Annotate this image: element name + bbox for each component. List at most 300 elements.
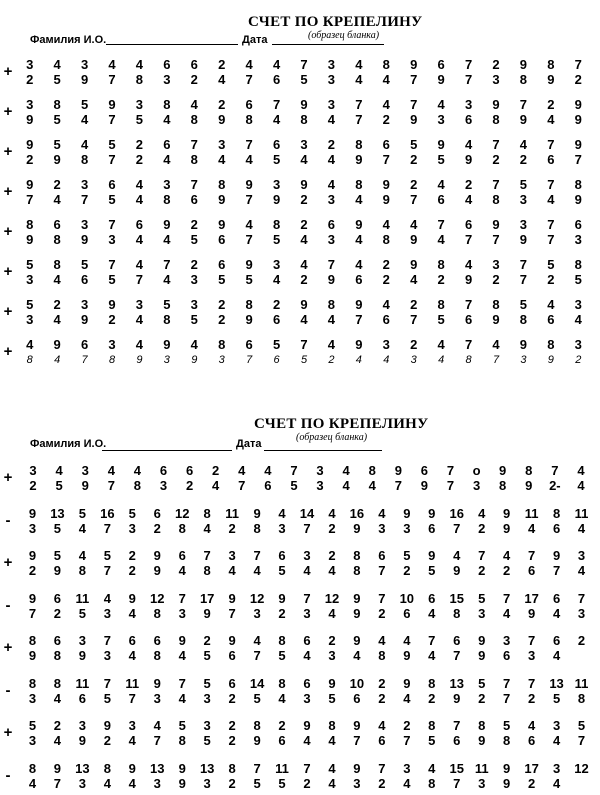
top-digit: 4 — [238, 463, 246, 478]
top-digit: 3 — [190, 297, 198, 312]
top-digit: 8 — [437, 297, 445, 312]
bottom-digit: 8 — [153, 648, 161, 663]
top-digit: 13 — [50, 505, 65, 521]
bottom-digit: 6 — [272, 72, 281, 87]
bottom-digit: 3 — [153, 775, 161, 791]
top-digit: 5 — [108, 137, 116, 152]
bottom-digit: 8 — [26, 354, 33, 366]
bottom-digit: 4 — [53, 690, 62, 706]
top-digit: 2 — [577, 633, 586, 648]
top-digit: 3 — [382, 337, 390, 352]
top-digit: 4 — [53, 57, 61, 72]
top-digit: 17 — [524, 760, 539, 776]
bottom-digit: 4 — [577, 563, 586, 578]
top-digit: 9 — [300, 97, 308, 112]
bottom-digit: 7 — [453, 520, 461, 536]
bottom-digit: 2 — [503, 563, 511, 578]
bottom-digit: 6 — [464, 112, 473, 127]
top-digit: 9 — [519, 57, 528, 72]
bottom-digit: 2 — [185, 478, 194, 493]
top-digit: 6 — [278, 548, 286, 563]
bottom-digit: 4 — [300, 232, 308, 247]
top-digit: 4 — [378, 505, 386, 521]
top-digit: 8 — [437, 257, 445, 272]
bottom-digit: 8 — [190, 112, 198, 127]
bottom-digit: 2 — [228, 733, 236, 748]
bottom-digit: 7 — [228, 605, 236, 621]
bottom-digit: 8 — [80, 152, 89, 167]
bottom-digit: 9 — [547, 354, 554, 366]
bottom-digit: 5 — [253, 775, 261, 791]
top-digit: 4 — [190, 337, 198, 352]
top-digit: 9 — [353, 590, 361, 606]
top-digit: 9 — [28, 505, 37, 521]
bottom-digit: 2 — [492, 272, 500, 287]
top-digit: 3 — [577, 548, 586, 563]
top-digit: 7 — [190, 137, 198, 152]
top-digit: 2 — [190, 257, 198, 272]
top-digit: 9 — [492, 97, 500, 112]
bottom-digit: 9 — [464, 272, 473, 287]
top-digit: 3 — [80, 297, 89, 312]
bottom-digit: 7 — [245, 232, 253, 247]
top-digit: 8 — [253, 718, 261, 733]
top-digit: 9 — [403, 675, 411, 691]
top-digit: 4 — [478, 505, 486, 521]
top-digit: 4 — [428, 760, 436, 776]
top-digit: 7 — [464, 297, 473, 312]
bottom-digit: 2 — [403, 563, 411, 578]
top-digit: 9 — [353, 760, 361, 776]
bottom-digit: 5 — [278, 648, 286, 663]
bottom-digit: 7 — [464, 72, 473, 87]
top-digit: 6 — [53, 633, 62, 648]
bottom-digit: 4 — [327, 112, 336, 127]
bottom-digit: 9 — [519, 232, 528, 247]
operation-sign: - — [5, 511, 11, 529]
top-digit: 4 — [355, 57, 363, 72]
operation-sign: + — [3, 263, 13, 280]
bottom-digit: 2 — [228, 520, 236, 536]
bottom-digit: 3 — [378, 520, 386, 536]
bottom-digit: 7 — [103, 563, 111, 578]
top-digit: 3 — [26, 97, 34, 112]
bottom-digit: 9 — [478, 733, 486, 748]
operation-sign: + — [3, 639, 13, 656]
top-digit: 6 — [190, 57, 198, 72]
top-digit: 9 — [499, 463, 507, 478]
top-digit: 4 — [403, 633, 411, 648]
bottom-digit: 6 — [228, 648, 236, 663]
top-digit: 4 — [107, 463, 115, 478]
top-digit: 15 — [449, 590, 464, 606]
top-digit: 9 — [108, 297, 116, 312]
top-digit: 3 — [403, 760, 411, 776]
bottom-digit: 3 — [78, 775, 86, 791]
bottom-digit: 3 — [203, 690, 211, 706]
bottom-digit: 4 — [228, 563, 236, 578]
operation-sign: + — [3, 469, 13, 486]
top-digit: 9 — [163, 217, 171, 232]
bottom-digit: 9 — [28, 648, 37, 663]
top-digit: 4 — [135, 177, 144, 192]
bottom-digit: 7 — [245, 72, 253, 87]
top-digit: 4 — [103, 590, 111, 606]
top-digit: 7 — [272, 97, 281, 112]
top-digit: 11 — [75, 590, 90, 606]
top-digit: 7 — [378, 760, 386, 776]
bottom-digit: 2 — [26, 152, 34, 167]
bottom-digit: 3 — [278, 520, 286, 536]
top-digit: 2 — [218, 297, 226, 312]
top-digit: 6 — [245, 337, 253, 352]
top-digit: 9 — [128, 760, 136, 776]
bottom-digit: 8 — [353, 563, 361, 578]
bottom-digit: 2- — [549, 478, 561, 493]
top-digit: 7 — [464, 57, 473, 72]
top-digit: 5 — [519, 297, 528, 312]
bottom-digit: 4 — [53, 272, 61, 287]
top-digit: 7 — [527, 633, 536, 648]
top-digit: 9 — [300, 177, 308, 192]
top-digit: 3 — [135, 297, 144, 312]
bottom-digit: 9 — [410, 112, 418, 127]
top-digit: 8 — [525, 463, 533, 478]
bottom-digit: 7 — [103, 520, 111, 536]
top-digit: 7 — [492, 177, 500, 192]
bottom-digit: 4 — [403, 690, 411, 706]
top-digit: 9 — [303, 718, 311, 733]
bottom-digit: 4 — [28, 775, 37, 791]
top-digit: 10 — [349, 675, 365, 691]
bottom-digit: 8 — [503, 733, 511, 748]
bottom-digit: 2 — [478, 563, 486, 578]
bottom-digit: 8 — [519, 72, 528, 87]
top-digit: 6 — [382, 137, 390, 152]
bottom-digit: 4 — [428, 648, 436, 663]
top-digit: 5 — [28, 718, 37, 733]
top-digit: 2 — [547, 97, 555, 112]
bottom-digit: 3 — [492, 72, 500, 87]
top-digit: 8 — [28, 760, 37, 776]
bottom-digit: 4 — [103, 775, 111, 791]
bottom-digit: 2 — [527, 775, 536, 791]
top-digit: 6 — [159, 463, 168, 478]
bottom-digit: 4 — [245, 152, 253, 167]
bottom-digit: 5 — [552, 690, 561, 706]
bottom-digit: 4 — [135, 232, 144, 247]
top-digit: 12 — [574, 760, 589, 776]
top-digit: 2 — [190, 217, 198, 232]
bottom-digit: 8 — [163, 192, 171, 207]
bottom-digit: 5 — [278, 775, 286, 791]
bottom-digit: 7 — [394, 478, 402, 493]
form-1 — [0, 0, 600, 395]
top-digit: 6 — [552, 633, 561, 648]
top-digit: 9 — [300, 297, 308, 312]
top-digit: 6 — [464, 217, 473, 232]
top-digit: 9 — [428, 548, 436, 563]
bottom-digit: 5 — [190, 312, 198, 327]
operation-sign: + — [3, 183, 13, 200]
top-digit: 7 — [178, 590, 186, 606]
bottom-digit: 7 — [410, 192, 418, 207]
top-digit: 6 — [53, 217, 61, 232]
top-digit: 3 — [80, 177, 89, 192]
top-digit: 8 — [492, 297, 500, 312]
bottom-digit: 4 — [128, 605, 136, 621]
bottom-digit: 9 — [353, 520, 361, 536]
top-digit: 5 — [26, 257, 34, 272]
bottom-digit: 2 — [53, 605, 62, 621]
bottom-digit: 7 — [108, 152, 116, 167]
bottom-digit: 5 — [190, 232, 198, 247]
top-digit: 4 — [153, 718, 161, 733]
bottom-digit: 3 — [403, 520, 411, 536]
bottom-digit: 9 — [80, 312, 89, 327]
form-subtitle: (образец бланка) — [308, 30, 380, 41]
top-digit: 7 — [190, 177, 198, 192]
top-digit: 4 — [464, 257, 473, 272]
operation-sign: + — [3, 63, 13, 80]
top-digit: о — [472, 463, 481, 478]
top-digit: 4 — [278, 505, 286, 521]
bottom-digit: 5 — [203, 733, 211, 748]
bottom-digit: 6 — [527, 733, 536, 748]
bottom-digit: 7 — [26, 192, 34, 207]
bottom-digit: 6 — [437, 192, 445, 207]
bottom-digit: 6 — [547, 312, 555, 327]
top-digit: 2 — [203, 633, 211, 648]
top-digit: 4 — [382, 217, 390, 232]
bottom-digit: 9 — [191, 354, 198, 366]
top-digit: 4 — [342, 463, 350, 478]
top-digit: 6 — [420, 463, 429, 478]
top-digit: 7 — [519, 97, 528, 112]
top-digit: 12 — [150, 590, 165, 606]
bottom-digit: 5 — [53, 520, 62, 536]
bottom-digit: 3 — [577, 605, 586, 621]
top-digit: 2 — [327, 137, 336, 152]
bottom-digit: 4 — [272, 272, 281, 287]
bottom-digit: 4 — [178, 690, 186, 706]
bottom-digit: 3 — [163, 354, 170, 366]
bottom-digit: 3 — [108, 232, 116, 247]
top-digit: 9 — [28, 548, 37, 563]
top-digit: 6 — [428, 590, 436, 606]
bottom-digit: 3 — [327, 72, 336, 87]
bottom-digit: 7 — [547, 232, 555, 247]
top-digit: 2 — [212, 463, 220, 478]
top-digit: 4 — [410, 217, 418, 232]
top-digit: 3 — [81, 463, 89, 478]
bottom-digit: 8 — [190, 152, 198, 167]
top-digit: 8 — [368, 463, 376, 478]
top-digit: 2 — [328, 548, 336, 563]
form-subtitle: (образец бланка) — [296, 432, 368, 443]
bottom-digit: 9 — [355, 152, 363, 167]
bottom-digit: 4 — [328, 563, 336, 578]
bottom-digit: 2 — [300, 272, 308, 287]
bottom-digit: 2 — [478, 520, 486, 536]
bottom-digit: 2 — [29, 478, 37, 493]
bottom-digit: 4 — [218, 72, 226, 87]
top-digit: 7 — [478, 548, 486, 563]
bottom-digit: 4 — [527, 520, 536, 536]
bottom-digit: 9 — [503, 775, 511, 791]
exercise-grid — [0, 400, 600, 795]
top-digit: 4 — [378, 718, 386, 733]
top-digit: 3 — [29, 463, 37, 478]
bottom-digit: 3 — [327, 232, 336, 247]
bottom-digit: 7 — [446, 478, 455, 493]
top-digit: 2 — [464, 177, 473, 192]
bottom-digit: 2 — [128, 563, 136, 578]
bottom-digit: 7 — [464, 232, 473, 247]
operation-sign: - — [5, 681, 11, 699]
top-digit: 4 — [272, 57, 281, 72]
bottom-digit: 3 — [128, 520, 136, 536]
bottom-digit: 8 — [203, 563, 211, 578]
top-digit: 12 — [324, 590, 340, 606]
top-digit: 7 — [503, 675, 511, 691]
bottom-digit: 9 — [453, 563, 461, 578]
top-digit: 8 — [574, 177, 582, 192]
bottom-digit: 4 — [163, 272, 171, 287]
bottom-digit: 3 — [26, 312, 34, 327]
bottom-digit: 4 — [54, 354, 61, 366]
top-digit: 2 — [403, 718, 411, 733]
bottom-digit: 3 — [163, 72, 171, 87]
bottom-digit: 7 — [107, 478, 115, 493]
bottom-digit: 4 — [403, 775, 411, 791]
top-digit: 4 — [135, 57, 144, 72]
top-digit: 7 — [290, 463, 298, 478]
bottom-digit: 6 — [355, 272, 363, 287]
top-digit: 7 — [108, 217, 116, 232]
bottom-digit: 7 — [303, 520, 311, 536]
bottom-digit: 9 — [26, 112, 34, 127]
top-digit: 5 — [577, 718, 586, 733]
bottom-digit: 3 — [478, 775, 486, 791]
top-digit: 7 — [303, 760, 311, 776]
top-digit: 4 — [503, 548, 511, 563]
bottom-digit: 9 — [53, 563, 62, 578]
top-digit: 5 — [53, 137, 61, 152]
top-digit: 11 — [524, 505, 539, 521]
bottom-digit: 2 — [378, 605, 386, 621]
top-digit: 4 — [26, 337, 34, 352]
bottom-digit: 7 — [355, 112, 363, 127]
top-digit: 8 — [355, 137, 363, 152]
bottom-digit: 2 — [437, 272, 445, 287]
top-digit: 9 — [478, 633, 486, 648]
top-digit: 7 — [378, 590, 386, 606]
bottom-digit: 4 — [328, 733, 336, 748]
bottom-digit: 6 — [464, 312, 473, 327]
bottom-digit: 4 — [382, 72, 390, 87]
top-digit: 8 — [103, 760, 111, 776]
top-digit: 3 — [300, 137, 308, 152]
form-title: СЧЕТ ПО КРЕПЕЛИНУ — [248, 14, 423, 30]
top-digit: 4 — [190, 97, 198, 112]
bottom-digit: 9 — [245, 312, 253, 327]
top-digit: 4 — [327, 177, 336, 192]
top-digit: 4 — [328, 760, 336, 776]
top-digit: 4 — [437, 97, 445, 112]
bottom-digit: 4 — [428, 605, 436, 621]
bottom-digit: 4 — [178, 563, 186, 578]
top-digit: 9 — [26, 137, 34, 152]
bottom-digit: 2 — [574, 72, 582, 87]
bottom-digit: 6 — [264, 478, 272, 493]
bottom-digit: 2 — [26, 72, 34, 87]
top-digit: 7 — [103, 633, 111, 648]
top-digit: 5 — [403, 548, 411, 563]
top-digit: 4 — [527, 718, 536, 733]
top-digit: 6 — [327, 217, 336, 232]
top-digit: 8 — [574, 257, 582, 272]
bottom-digit: 9 — [26, 232, 34, 247]
bottom-digit: 7 — [128, 690, 136, 706]
top-digit: 7 — [551, 463, 559, 478]
bottom-digit: 6 — [80, 272, 89, 287]
top-digit: 11 — [574, 675, 589, 691]
bottom-digit: 7 — [245, 192, 253, 207]
top-digit: 4 — [300, 257, 308, 272]
bottom-digit: 2 — [547, 272, 555, 287]
bottom-digit: 9 — [527, 605, 536, 621]
bottom-digit: 9 — [136, 354, 143, 366]
top-digit: 3 — [163, 177, 171, 192]
top-digit: 4 — [80, 137, 89, 152]
bottom-digit: 7 — [410, 312, 418, 327]
top-digit: 17 — [524, 590, 539, 606]
exercise-grid — [0, 0, 600, 395]
top-digit: 10 — [399, 590, 415, 606]
bottom-digit: 5 — [428, 563, 436, 578]
top-digit: 17 — [199, 590, 215, 606]
top-digit: 9 — [28, 590, 37, 606]
bottom-digit: 4 — [574, 312, 582, 327]
top-digit: 8 — [218, 177, 226, 192]
bottom-digit: 9 — [81, 478, 89, 493]
bottom-digit: 9 — [410, 232, 418, 247]
top-digit: 7 — [300, 337, 308, 352]
top-digit: 9 — [103, 718, 111, 733]
bottom-digit: 9 — [492, 312, 500, 327]
top-digit: 7 — [503, 590, 511, 606]
bottom-digit: 5 — [437, 152, 445, 167]
bottom-digit: 3 — [28, 733, 37, 748]
top-digit: 7 — [574, 57, 582, 72]
top-digit: 2 — [300, 217, 308, 232]
bottom-digit: 3 — [303, 605, 311, 621]
bottom-digit: 6 — [453, 733, 461, 748]
top-digit: 7 — [253, 760, 261, 776]
top-digit: 4 — [245, 57, 253, 72]
bottom-digit: 9 — [78, 648, 86, 663]
top-digit: 11 — [225, 505, 239, 521]
bottom-digit: 9 — [525, 478, 533, 493]
top-digit: 8 — [245, 297, 253, 312]
top-digit: 9 — [355, 337, 363, 352]
top-digit: 9 — [503, 505, 511, 521]
bottom-digit: 3 — [303, 690, 311, 706]
bottom-digit: 6 — [190, 192, 198, 207]
bottom-digit: 8 — [499, 478, 507, 493]
bottom-digit: 7 — [108, 112, 116, 127]
